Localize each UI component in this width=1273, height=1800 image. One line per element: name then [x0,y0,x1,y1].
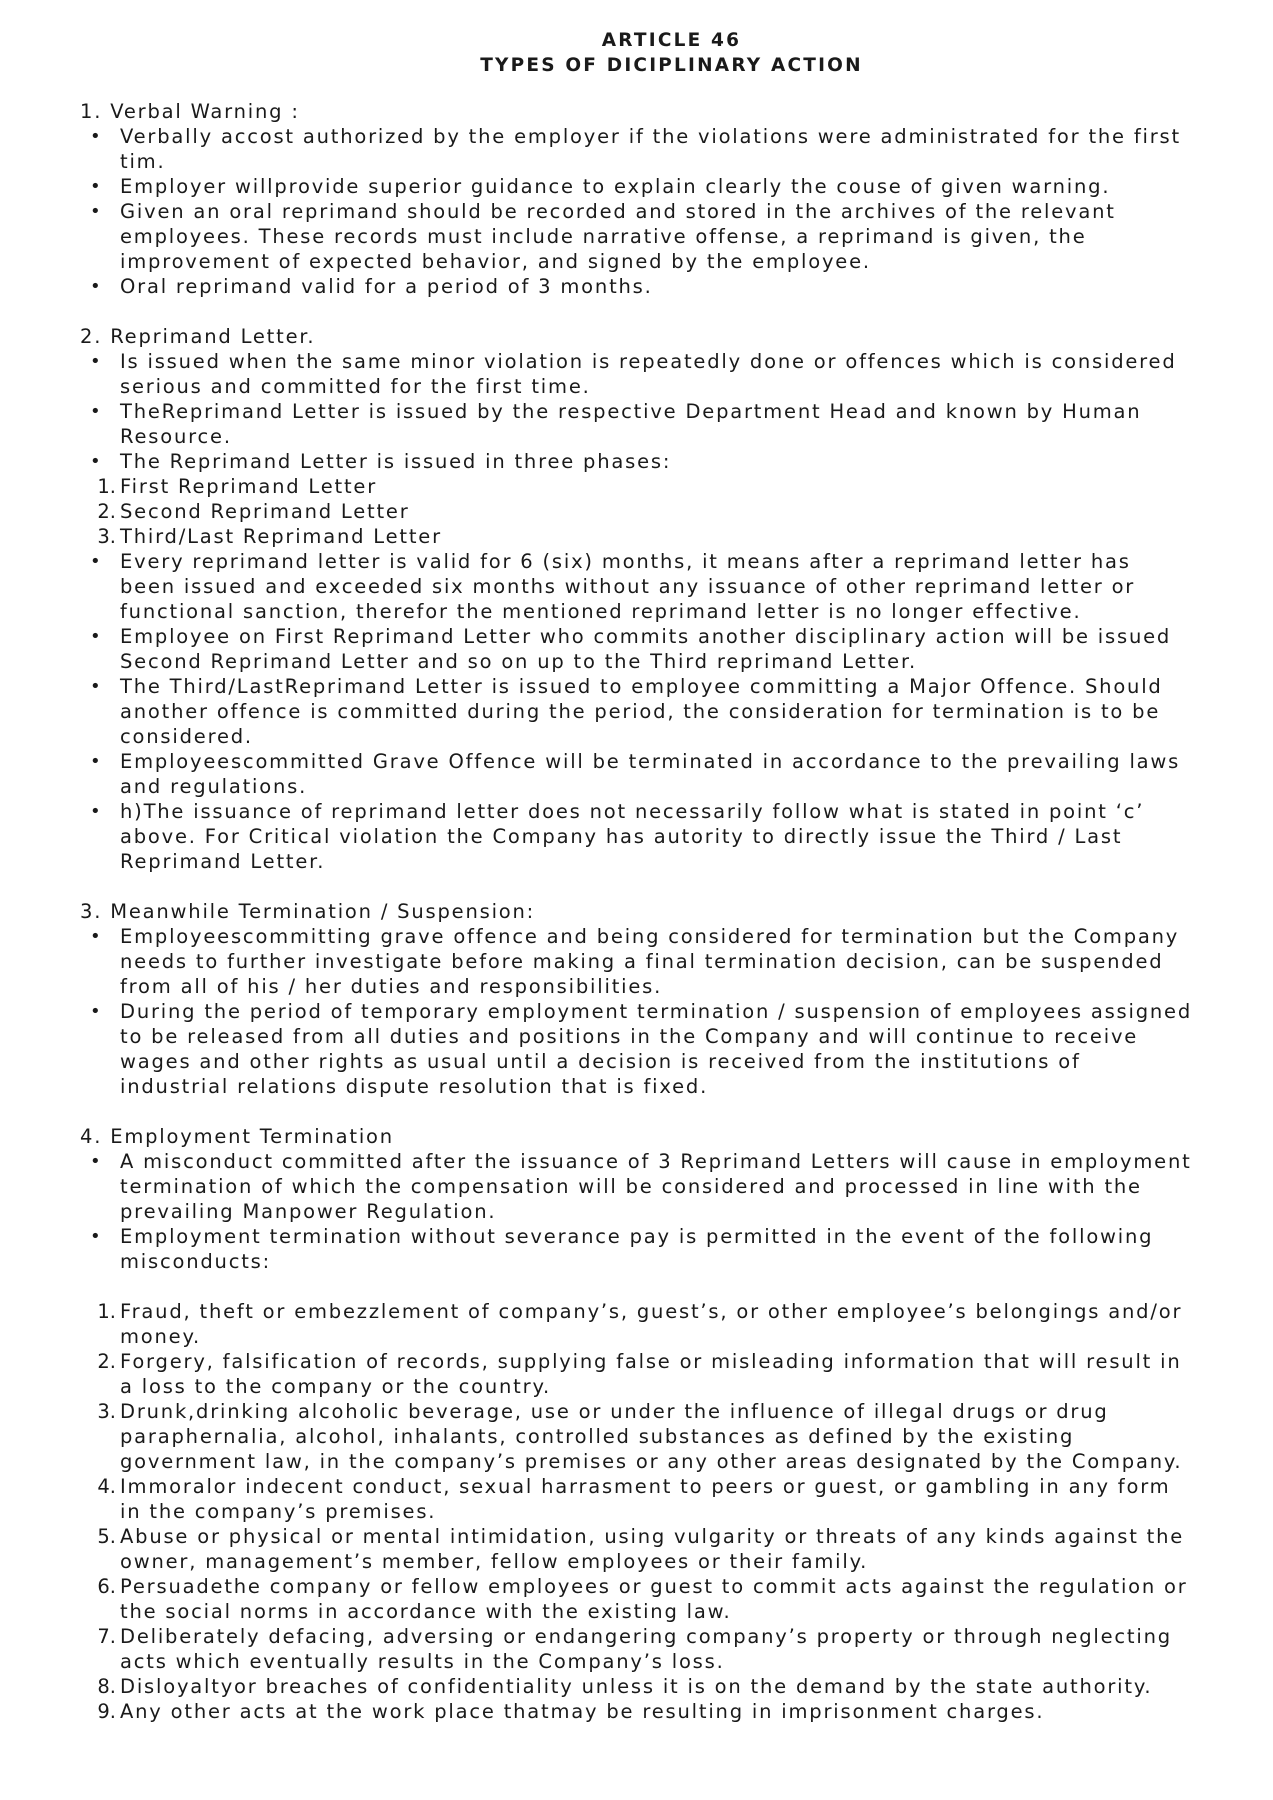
list-item: • Given an oral reprimand should be recorded and stored in the archives of the relevant employees. These records must include narrative offense, a reprimand is given, the improvement of expected behavior, and signed by the employee. [80,199,1193,274]
list-number: 3. [97,1400,116,1423]
bullet-list [80,1149,1193,1274]
list-item: • Oral reprimand valid for a period of 3 months. [80,274,1193,299]
list-text: Fraud, theft or embezzlement of company’s, guest’s, or other employee’s belongings and/or money. [120,1300,1183,1348]
list-number: 4. [97,1475,116,1498]
list-text: Persuadethe company or fellow employees or guest to commit acts against the regulation or the social norms in accordance with the existing law. [120,1575,1188,1623]
section-title: 3. Meanwhile Termination / Suspension: [80,900,536,923]
list-text: First Reprimand Letter [120,475,378,498]
list-item: • During the period of temporary employment termination / suspension of employees assigned to be released from all duties and positions in the Company and will continue to receive wages and other rights as usual until a decision is received from the institutions of industrial relations dispute resolution that is fixed. [80,999,1193,1099]
list-item: • Verbally accost authorized by the employer if the violations were administrated for the first tim. [80,124,1193,174]
phase-list [80,474,1193,549]
bullet-list [80,349,1193,474]
list-number: 7. [97,1625,116,1648]
list-item [80,1299,1193,1349]
list-item [80,1474,1193,1524]
list-number: 2. [97,1350,116,1373]
list-item [80,1699,1193,1724]
list-text: Any other acts at the work place thatmay be resulting in imprisonment charges. [120,1700,1045,1723]
article-number: ARTICLE 46 [601,30,742,51]
list-text: Disloyaltyor breaches of confidentiality unless it is on the demand by the state authority. [120,1675,1153,1698]
section-title: 2. Reprimand Letter. [80,325,316,348]
list-item [80,1349,1193,1399]
list-item [80,474,1193,499]
list-item: • Employment termination without severance pay is permitted in the event of the following misconducts: [80,1224,1193,1274]
list-item: • Employeescommitted Grave Offence will be terminated in accordance to the prevailing laws and regulations. [80,749,1193,799]
list-item [80,1399,1193,1474]
section-verbal-warning [80,99,1193,299]
section-termination-suspension [80,899,1193,1099]
list-item: • Employee on First Reprimand Letter who commits another disciplinary action will be issued Second Reprimand Letter and so on up to the Third reprimand Letter. [80,624,1193,674]
list-text: Drunk,drinking alcoholic beverage, use or under the influence of illegal drugs or drug paraphernalia, alcohol, inhalants, controlled substances as defined by the existing government law, in the company’s premises or any other areas designated by the Company. [120,1400,1183,1473]
list-item [80,499,1193,524]
list-number: 1. [97,1300,116,1323]
section-reprimand-letter [80,324,1193,874]
article-title: TYPES OF DICIPLINARY ACTION [480,55,863,76]
bullet-list [80,549,1193,874]
list-item: • h)The issuance of reprimand letter does not necessarily follow what is stated in point ‘c’ above. For Critical violation the Company has autority to directly issue the Third / Last Reprimand Letter. [80,799,1193,874]
list-item [80,1574,1193,1624]
list-text: Second Reprimand Letter [120,500,410,523]
spacer [80,1274,1193,1299]
list-text: Deliberately defacing, adversing or endangering company’s property or through neglecting acts which eventually results in the Company’s loss. [120,1625,1172,1673]
document-body [80,99,1193,1724]
bullet-list [80,124,1193,299]
section-title: 1. Verbal Warning : [80,100,300,123]
list-text: Forgery, falsification of records, supplying false or misleading information that will result in a loss to the company or the country. [120,1350,1182,1398]
list-item: • The Reprimand Letter is issued in three phases: [80,449,1193,474]
article-heading [150,28,1193,78]
list-number: 1. [97,475,116,498]
list-item [80,1524,1193,1574]
list-text: Abuse or physical or mental intimidation, using vulgarity or threats of any kinds against the owner, management’s member, fellow employees or their family. [120,1525,1185,1573]
list-text: Immoralor indecent conduct, sexual harrasment to peers or guest, or gambling in any form in the company’s premises. [120,1475,1171,1523]
list-item: • The Third/LastReprimand Letter is issued to employee committing a Major Offence. Should another offence is committed during the period, the consideration for termination is to be considered. [80,674,1193,749]
list-item: • Employer willprovide superior guidance to explain clearly the couse of given warning. [80,174,1193,199]
list-item: • Is issued when the same minor violation is repeatedly done or offences which is considered serious and committed for the first time. [80,349,1193,399]
section-employment-termination [80,1124,1193,1724]
list-number: 3. [97,525,116,548]
list-item [80,1674,1193,1699]
misconduct-list [80,1299,1193,1724]
list-number: 6. [97,1575,116,1598]
list-number: 9. [97,1700,116,1723]
list-item: • Every reprimand letter is valid for 6 (six) months, it means after a reprimand letter has been issued and exceeded six months without any issuance of other reprimand letter or functional sanction, therefor the mentioned reprimand letter is no longer effective. [80,549,1193,624]
list-item: • Employeescommitting grave offence and being considered for termination but the Company needs to further investigate before making a final termination decision, can be suspended from all of his / her duties and responsibilities. [80,924,1193,999]
list-number: 5. [97,1525,116,1548]
bullet-list [80,924,1193,1099]
list-text: Third/Last Reprimand Letter [120,525,442,548]
list-number: 8. [97,1675,116,1698]
list-item [80,1624,1193,1674]
list-item: • TheReprimand Letter is issued by the respective Department Head and known by Human Resource. [80,399,1193,449]
list-item [80,524,1193,549]
list-number: 2. [97,500,116,523]
list-item: • A misconduct committed after the issuance of 3 Reprimand Letters will cause in employment termination of which the compensation will be considered and processed in line with the prevailing Manpower Regulation. [80,1149,1193,1224]
section-title: 4. Employment Termination [80,1125,394,1148]
